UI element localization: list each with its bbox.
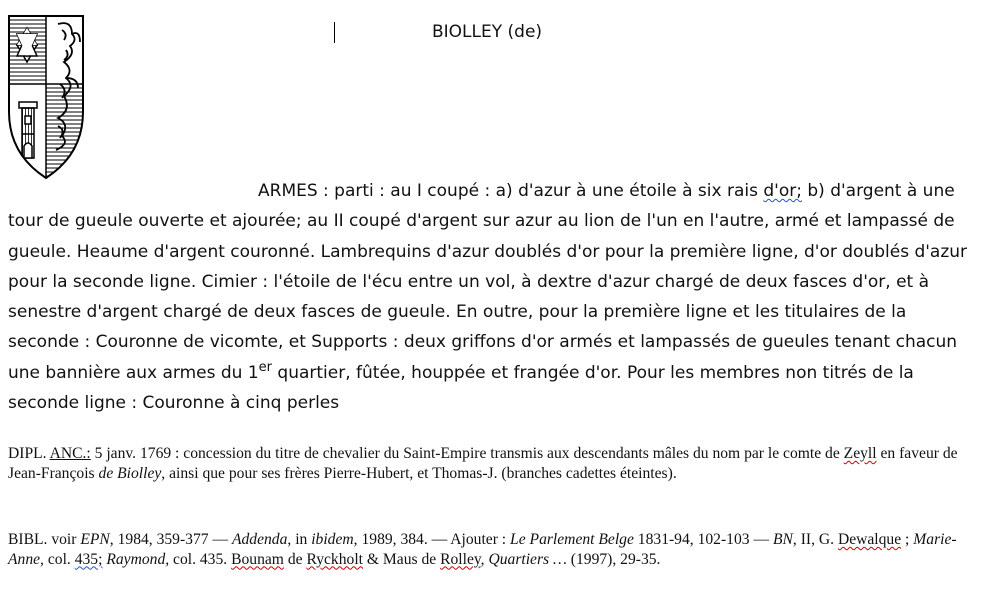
bibl-v: Ryckholt: [306, 550, 363, 568]
bibl-t: Bounam: [231, 550, 284, 568]
bibl-m: ;: [901, 531, 914, 548]
dipl-e: en faveur de Jean-François: [8, 445, 958, 482]
coat-of-arms-image: [6, 14, 86, 182]
bibl-b: EPN: [80, 531, 110, 548]
bibl-p: 435;: [74, 550, 103, 568]
bibl-o: col.: [43, 550, 75, 568]
bibl-d: Addenda: [231, 531, 288, 548]
bibl-l: Dewalque: [837, 531, 902, 548]
bibl-r: Raymond,: [106, 550, 170, 568]
arms-text-3: quartier, fûtée, houppée et frangée d'or. Pour les membres non titrés de la seconde ligne : Couronne à cinq perles: [8, 362, 914, 414]
dipl-a: DIPL.: [8, 445, 50, 462]
arms-text-2: b) d'argent à une tour de gueule ouverte et ajourée; au II coupé d'argent sur azur au lion de l'un en l'autre, armé et lampassé de gueule. Heaume d'argent couronné. Lambrequins d'azur doublés d'or pour la première ligne, d'or doublés d'azur pour la seconde ligne. Cimier : l'étoile de l'écu entre un vol, à dextre d'azur chargé de deux fasces d'or, et à senestre d'argent chargé de deux fasces de gueule. En outre, pour la première ligne et les titulaires de la seconde : Couronne de vicomte, et Supports : deux griffons d'or armés et lampassés de gueules tenant chacun une bannière aux armes du 1: [8, 181, 968, 383]
bibl-g: , 1989, 384. — Ajouter :: [353, 531, 511, 548]
bibl-f: ibidem: [311, 531, 354, 548]
bibl-paragraph: [8, 530, 980, 569]
bibl-c: , 1984, 359-377 —: [109, 531, 232, 548]
dipl-b: ANC.:: [49, 445, 91, 462]
bibl-w: & Maus de: [363, 550, 441, 568]
bibl-j: BN: [772, 531, 793, 548]
dipl-d: Zeyll: [843, 445, 877, 462]
dipl-g: , ainsi que pour ses frères Pierre-Hubert, et Thomas-J. (branches cadettes éteintes).: [161, 464, 677, 482]
page-title: BIOLLEY (de): [432, 22, 543, 42]
tower-icon: [19, 102, 37, 158]
bibl-a: BIBL. voir: [8, 531, 81, 548]
bibl-n: Marie-Anne,: [8, 531, 957, 568]
bibl-s: col. 435.: [169, 550, 232, 568]
text-cursor: [334, 22, 335, 43]
bibl-y: ,: [480, 550, 489, 568]
bibl-x: Rolley: [440, 550, 481, 568]
arms-text-mark: d'or;: [763, 181, 802, 201]
bibl-h: Le Parlement Belge: [510, 531, 634, 548]
bibl-zz: (1997), 29-35.: [566, 550, 661, 568]
bibl-e: , in: [287, 531, 312, 548]
bibl-k: , II, G.: [792, 531, 838, 548]
dipl-c: 5 janv. 1769 : concession du titre de chevalier du Saint-Empire transmis aux descendants mâles du nom par le comte de: [90, 445, 844, 462]
arms-paragraph: [8, 176, 976, 418]
arms-superscript: er: [258, 359, 273, 375]
dipl-f: de Biolley: [98, 464, 162, 482]
arms-text-1: ARMES : parti : au I coupé : a) d'azur à une étoile à six rais: [258, 181, 764, 201]
dipl-paragraph: [8, 444, 980, 483]
bibl-i: 1831-94, 102-103 —: [633, 531, 773, 548]
bibl-u: de: [283, 550, 307, 568]
bibl-z: Quartiers …: [488, 550, 567, 568]
